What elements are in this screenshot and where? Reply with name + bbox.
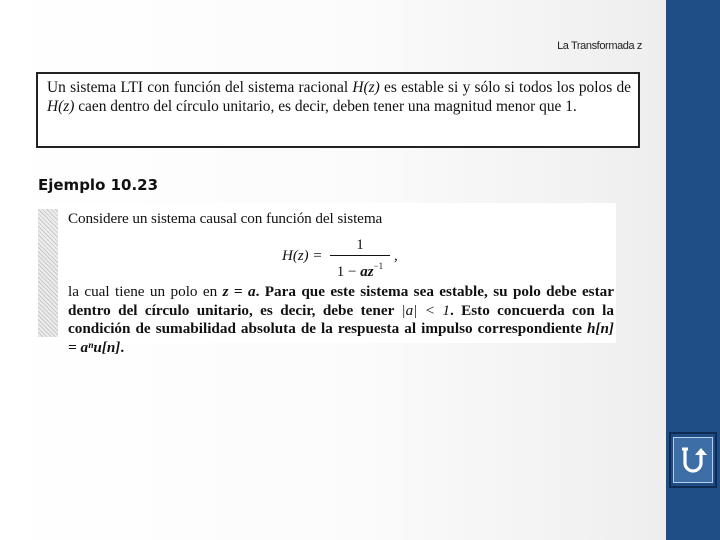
example-body: la cual tiene un polo en z = a. Para que este sistema sea estable, su polo debe estar dentro del círculo unitario, es decir, debe tener |a| < 1. Esto concuerda con la condición de sumabilidad absoluta de la respuesta al impulso correspondiente h[n] = aⁿu[n]. <box>68 283 614 356</box>
impulse-response: h[n] = aⁿu[n] <box>68 320 614 356</box>
example-heading: Ejemplo 10.23 <box>38 176 159 194</box>
theorem-hz-2: H(z) <box>47 98 75 115</box>
theorem-text-3: caen dentro del círculo unitario, es decir, deben tener una magnitud menor que 1. <box>74 98 577 115</box>
magnitude-condition: |a| < 1 <box>401 301 450 319</box>
formula-lhs: H(z) = <box>282 248 323 264</box>
formula-comma: , <box>394 248 398 264</box>
return-arrow-icon <box>678 445 708 475</box>
return-button-face[interactable] <box>673 437 713 483</box>
formula-numerator: 1 <box>356 237 364 253</box>
example-intro: Considere un sistema causal con función del sistema <box>68 210 383 227</box>
theorem-text-1: Un sistema LTI con función del sistema racional <box>47 79 353 96</box>
theorem-text-2: es estable si y sólo si todos los polos de <box>379 79 631 96</box>
formula-denominator: $1 - az^{-1}$ <box>336 261 384 280</box>
theorem-hz-1: H(z) <box>352 79 380 96</box>
example-panel <box>38 203 616 356</box>
slide-title: La Transformada z <box>557 40 642 52</box>
fraction-bar <box>330 255 390 256</box>
scan-margin-hatch <box>38 209 58 337</box>
pole-equation: z = a <box>222 283 256 300</box>
return-button[interactable] <box>669 432 717 488</box>
formula-fraction <box>330 236 390 280</box>
theorem-box <box>36 72 640 148</box>
